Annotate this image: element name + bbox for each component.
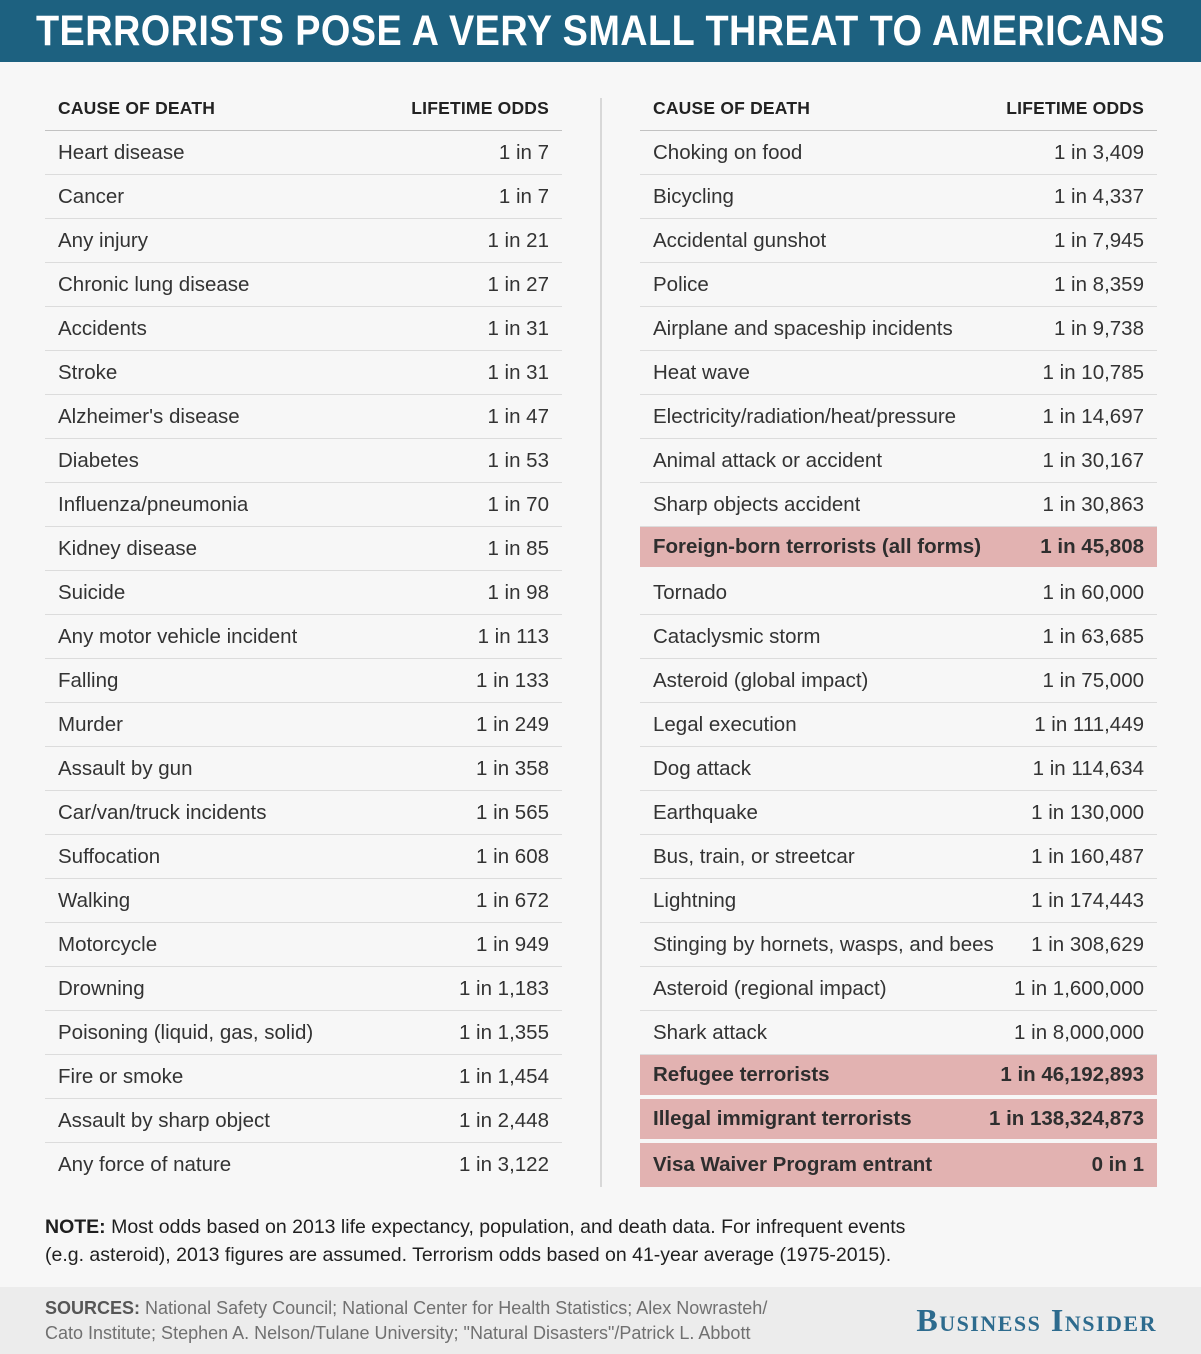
cause-cell: Murder — [58, 712, 123, 736]
table-row-highlighted — [640, 1099, 1157, 1143]
cause-cell: Stinging by hornets, wasps, and bees — [653, 932, 994, 956]
left-table-rows — [45, 131, 562, 1187]
table-row — [45, 703, 562, 747]
cause-cell: Falling — [58, 668, 119, 692]
sources-line-2: Cato Institute; Stephen A. Nelson/Tulane University; "Natural Disasters"/Patrick L. Abbott — [45, 1322, 751, 1343]
sources-label: SOURCES: — [45, 1297, 141, 1318]
note — [45, 1213, 1156, 1269]
odds-cell: 1 in 138,324,873 — [988, 1107, 1144, 1130]
cause-cell: Shark attack — [653, 1020, 767, 1044]
cause-cell: Sharp objects accident — [653, 492, 861, 516]
table-row — [45, 615, 562, 659]
odds-tables — [0, 62, 1201, 1187]
table-row — [45, 747, 562, 791]
table-row — [640, 307, 1157, 351]
odds-cell: 1 in 63,685 — [1042, 624, 1144, 648]
column-header-odds: LIFETIME ODDS — [411, 98, 549, 118]
cause-cell: Influenza/pneumonia — [58, 492, 249, 516]
odds-cell: 1 in 21 — [487, 228, 549, 252]
cause-cell: Animal attack or accident — [653, 448, 883, 472]
cause-cell: Accidental gunshot — [653, 228, 827, 252]
table-row — [45, 1055, 562, 1099]
odds-cell: 1 in 174,443 — [1031, 888, 1144, 912]
table-row — [640, 263, 1157, 307]
cause-cell: Suffocation — [58, 844, 161, 868]
table-row — [640, 747, 1157, 791]
odds-cell: 1 in 672 — [476, 888, 549, 912]
table-row — [640, 395, 1157, 439]
table-row — [45, 131, 562, 175]
column-header-cause: CAUSE OF DEATH — [653, 98, 811, 118]
odds-cell: 1 in 31 — [487, 316, 549, 340]
table-row — [640, 659, 1157, 703]
odds-cell: 0 in 1 — [1091, 1153, 1144, 1176]
table-row — [640, 1011, 1157, 1055]
cause-cell: Any motor vehicle incident — [58, 624, 298, 648]
table-row — [45, 791, 562, 835]
odds-cell: 1 in 160,487 — [1031, 844, 1144, 868]
right-table-header — [640, 98, 1157, 131]
page-title: TERRORISTS POSE A VERY SMALL THREAT TO AMERICANS — [35, 6, 1166, 55]
table-row — [640, 879, 1157, 923]
table-row — [45, 351, 562, 395]
cause-cell: Illegal immigrant terrorists — [653, 1107, 912, 1130]
odds-cell: 1 in 45,808 — [1040, 535, 1144, 558]
cause-cell: Kidney disease — [58, 536, 198, 560]
table-row — [45, 527, 562, 571]
cause-cell: Cancer — [58, 184, 125, 208]
odds-cell: 1 in 98 — [487, 580, 549, 604]
cause-cell: Refugee terrorists — [653, 1063, 830, 1086]
odds-cell: 1 in 30,863 — [1042, 492, 1144, 516]
business-insider-logo: Business Insider — [916, 1302, 1157, 1338]
sources-text — [45, 1296, 767, 1346]
cause-cell: Alzheimer's disease — [58, 404, 240, 428]
note-line-1: Most odds based on 2013 life expectancy, population, and death data. For infrequent events — [111, 1216, 906, 1238]
cause-cell: Accidents — [58, 316, 147, 340]
table-row — [45, 483, 562, 527]
table-row — [45, 439, 562, 483]
title-bar — [0, 0, 1201, 62]
odds-cell: 1 in 3,409 — [1053, 140, 1144, 164]
table-row — [640, 175, 1157, 219]
table-divider — [600, 98, 602, 1187]
cause-cell: Poisoning (liquid, gas, solid) — [58, 1020, 314, 1044]
cause-cell: Motorcycle — [58, 932, 158, 956]
odds-cell: 1 in 60,000 — [1042, 580, 1144, 604]
cause-cell: Choking on food — [653, 140, 803, 164]
odds-cell: 1 in 133 — [476, 668, 549, 692]
cause-cell: Cataclysmic storm — [653, 624, 821, 648]
odds-cell: 1 in 9,738 — [1053, 316, 1144, 340]
odds-cell: 1 in 1,600,000 — [1014, 976, 1144, 1000]
cause-cell: Bus, train, or streetcar — [653, 844, 855, 868]
cause-cell: Police — [653, 272, 709, 296]
cause-cell: Asteroid (global impact) — [653, 668, 869, 692]
cause-cell: Asteroid (regional impact) — [653, 976, 887, 1000]
cause-cell: Suicide — [58, 580, 126, 604]
odds-cell: 1 in 4,337 — [1053, 184, 1144, 208]
odds-cell: 1 in 47 — [487, 404, 549, 428]
right-table-rows — [640, 131, 1157, 1187]
odds-cell: 1 in 46,192,893 — [1000, 1063, 1144, 1086]
cause-cell: Drowning — [58, 976, 145, 1000]
odds-cell: 1 in 7 — [498, 140, 549, 164]
table-row — [640, 791, 1157, 835]
table-row — [45, 175, 562, 219]
table-row — [45, 1011, 562, 1055]
cause-cell: Assault by sharp object — [58, 1108, 270, 1132]
table-row — [640, 923, 1157, 967]
odds-cell: 1 in 565 — [476, 800, 549, 824]
table-row — [45, 1099, 562, 1143]
table-row-highlighted — [640, 527, 1157, 571]
cause-cell: Heart disease — [58, 140, 185, 164]
odds-cell: 1 in 70 — [487, 492, 549, 516]
table-row — [45, 219, 562, 263]
cause-cell: Stroke — [58, 360, 118, 384]
odds-cell: 1 in 111,449 — [1034, 712, 1144, 736]
odds-cell: 1 in 358 — [476, 756, 549, 780]
odds-cell: 1 in 308,629 — [1031, 932, 1144, 956]
column-header-odds: LIFETIME ODDS — [1006, 98, 1144, 118]
odds-cell: 1 in 7 — [498, 184, 549, 208]
table-row — [45, 263, 562, 307]
table-row — [640, 967, 1157, 1011]
note-line-2: (e.g. asteroid), 2013 figures are assumed. Terrorism odds based on 41-year average (1975-2015). — [45, 1244, 892, 1266]
cause-cell: Airplane and spaceship incidents — [653, 316, 953, 340]
odds-cell: 1 in 53 — [487, 448, 549, 472]
cause-cell: Assault by gun — [58, 756, 193, 780]
cause-cell: Lightning — [653, 888, 737, 912]
cause-cell: Any force of nature — [58, 1153, 232, 1176]
odds-cell: 1 in 27 — [487, 272, 549, 296]
table-row — [640, 483, 1157, 527]
table-row — [45, 307, 562, 351]
table-row — [45, 923, 562, 967]
table-row — [45, 1143, 562, 1187]
odds-cell: 1 in 10,785 — [1042, 360, 1144, 384]
odds-cell: 1 in 113 — [477, 624, 549, 648]
table-row — [45, 571, 562, 615]
table-row — [640, 571, 1157, 615]
left-odds-table — [45, 98, 562, 1187]
cause-cell: Earthquake — [653, 800, 758, 824]
cause-cell: Car/van/truck incidents — [58, 800, 267, 824]
odds-cell: 1 in 85 — [487, 536, 549, 560]
table-row — [640, 351, 1157, 395]
cause-cell: Tornado — [653, 580, 728, 604]
odds-cell: 1 in 114,634 — [1032, 756, 1144, 780]
cause-cell: Legal execution — [653, 712, 797, 736]
table-row-highlighted — [640, 1143, 1157, 1187]
odds-cell: 1 in 1,454 — [458, 1064, 549, 1088]
table-row — [640, 131, 1157, 175]
column-header-cause: CAUSE OF DEATH — [58, 98, 216, 118]
odds-cell: 1 in 31 — [487, 360, 549, 384]
table-row — [45, 967, 562, 1011]
cause-cell: Electricity/radiation/heat/pressure — [653, 404, 957, 428]
odds-cell: 1 in 2,448 — [458, 1108, 549, 1132]
odds-cell: 1 in 249 — [476, 712, 549, 736]
odds-cell: 1 in 8,000,000 — [1014, 1020, 1144, 1044]
cause-cell: Walking — [58, 888, 131, 912]
cause-cell: Heat wave — [653, 360, 750, 384]
odds-cell: 1 in 130,000 — [1031, 800, 1144, 824]
odds-cell: 1 in 3,122 — [458, 1153, 549, 1176]
cause-cell: Chronic lung disease — [58, 272, 250, 296]
odds-cell: 1 in 1,355 — [458, 1020, 549, 1044]
cause-cell: Bicycling — [653, 184, 734, 208]
table-row-highlighted — [640, 1055, 1157, 1099]
odds-cell: 1 in 1,183 — [458, 976, 549, 1000]
cause-cell: Fire or smoke — [58, 1064, 184, 1088]
table-row — [640, 219, 1157, 263]
cause-cell: Diabetes — [58, 448, 139, 472]
table-row — [640, 615, 1157, 659]
table-row — [640, 835, 1157, 879]
table-row — [45, 659, 562, 703]
table-row — [45, 835, 562, 879]
odds-cell: 1 in 949 — [476, 932, 549, 956]
cause-cell: Any injury — [58, 228, 149, 252]
odds-cell: 1 in 8,359 — [1053, 272, 1144, 296]
odds-cell: 1 in 75,000 — [1042, 668, 1144, 692]
note-label: NOTE: — [45, 1216, 106, 1238]
left-table-header — [45, 98, 562, 131]
table-row — [640, 439, 1157, 483]
cause-cell: Foreign-born terrorists (all forms) — [653, 535, 982, 558]
odds-cell: 1 in 608 — [476, 844, 549, 868]
odds-cell: 1 in 30,167 — [1042, 448, 1144, 472]
sources-line-1: National Safety Council; National Center for Health Statistics; Alex Nowrasteh/ — [145, 1297, 768, 1318]
cause-cell: Dog attack — [653, 756, 751, 780]
table-row — [45, 879, 562, 923]
right-odds-table — [640, 98, 1157, 1187]
odds-cell: 1 in 14,697 — [1042, 404, 1144, 428]
source-bar — [0, 1287, 1201, 1354]
table-row — [640, 703, 1157, 747]
odds-cell: 1 in 7,945 — [1053, 228, 1144, 252]
cause-cell: Visa Waiver Program entrant — [653, 1153, 933, 1176]
table-row — [45, 395, 562, 439]
